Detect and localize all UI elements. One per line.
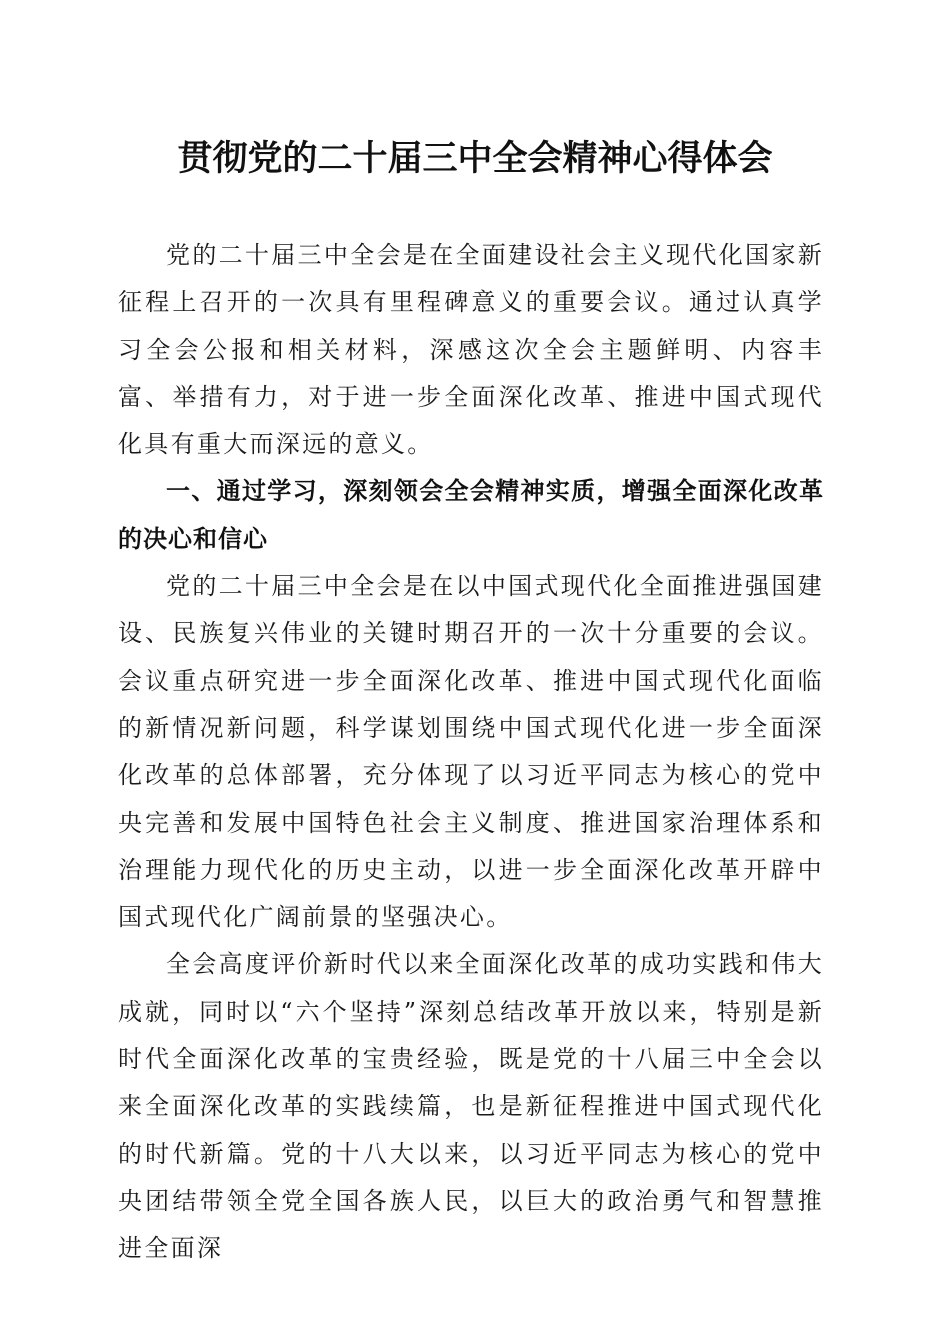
body-paragraph: 全会高度评价新时代以来全面深化改革的成功实践和伟大成就，同时以“六个坚持”深刻总结改革开放以来，特别是新时代全面深化改革的宝贵经验，既是党的十八届三中全会以来全面深化改革的实践续篇，也是新征程推进中国式现代化的时代新篇。党的十八大以来，以习近平同志为核心的党中央团结带领全党全国各族人民，以巨大的政治勇气和智慧推进全面深 [118,950,824,1263]
document-title: 贯彻党的二十届三中全会精神心得体会 [177,138,773,179]
intro-paragraph: 党的二十届三中全会是在全面建设社会主义现代化国家新征程上召开的一次具有里程碑意义的重要会议。通过认真学习全会公报和相关材料，深感这次全会主题鲜明、内容丰富、举措有力，对于进一步全面深化改革、推进中国式现代化具有重大而深远的意义。 [118,241,824,459]
document-body [118,232,824,1273]
body-paragraph: 党的二十届三中全会是在以中国式现代化全面推进强国建设、民族复兴伟业的关键时期召开的一次十分重要的会议。会议重点研究进一步全面深化改革、推进中国式现代化面临的新情况新问题，科学谋划围绕中国式现代化进一步全面深化改革的总体部署，充分体现了以习近平同志为核心的党中央完善和发展中国特色社会主义制度、推进国家治理体系和治理能力现代化的历史主动，以进一步全面深化改革开辟中国式现代化广阔前景的坚强决心。 [118,572,824,932]
section-heading-1: 一、通过学习，深刻领会全会精神实质，增强全面深化改革的决心和信心 [118,477,824,553]
